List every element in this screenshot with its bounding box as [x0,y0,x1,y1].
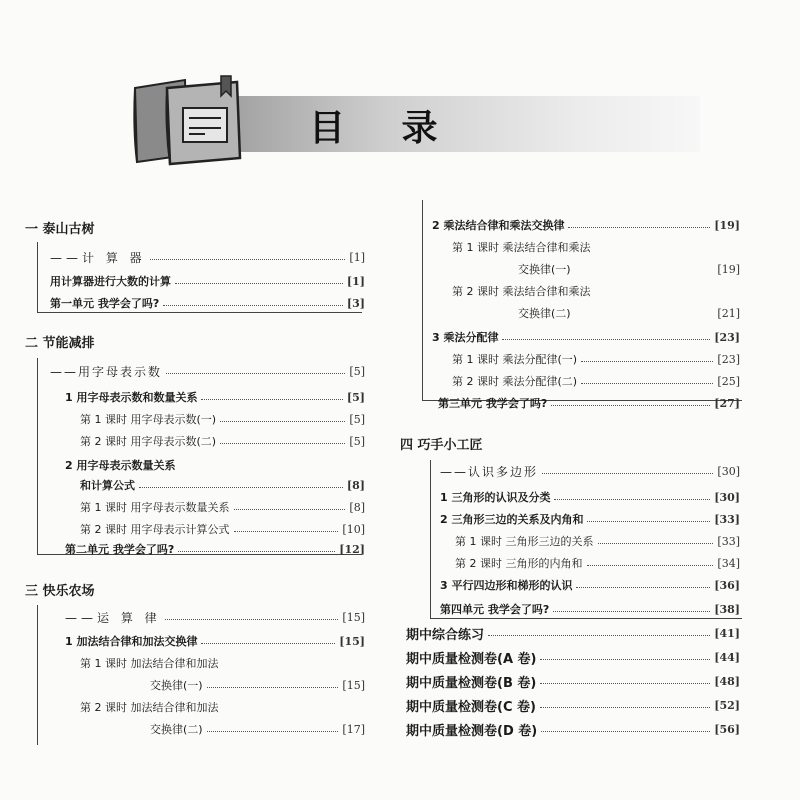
toc-exam[interactable]: 期中质量检测卷(B 卷) [48] [406,674,740,691]
toc-entry[interactable]: ——用字母表示数 [5] [50,364,365,379]
toc-entry[interactable]: 2 用字母表示数量关系 [65,459,176,472]
toc-exam[interactable]: 期中质量检测卷(A 卷) [44] [406,650,740,667]
toc-entry[interactable]: 用计算器进行大数的计算 [1] [50,274,365,288]
toc-entry[interactable]: 2 乘法结合律和乘法交换律 [19] [432,218,740,232]
toc-entry[interactable]: 第 2 课时 加法结合律和加法 [80,701,219,714]
toc-exam[interactable]: 期中质量检测卷(D 卷) [56] [406,722,740,739]
toc-unit-4: 四 巧手小工匠 [400,437,483,453]
toc-unit-1: 一 泰山古树 [25,221,95,237]
toc-entry[interactable]: 第 1 课时 用字母表示数(一) [5] [80,412,365,426]
toc-unit-2: 二 节能减排 [25,335,95,351]
toc-review[interactable]: 第一单元 我学会了吗? [3] [50,296,365,310]
toc-entry[interactable]: 交换律(二) [21] [518,306,740,320]
toc-entry[interactable]: 1 用字母表示数和数量关系 [5] [65,390,365,404]
toc-entry[interactable]: 和计算公式 [8] [80,478,365,492]
toc-entry[interactable]: 第 2 课时 用字母表示数(二) [5] [80,434,365,448]
toc-entry[interactable]: 2 三角形三边的关系及内角和 [33] [440,512,740,526]
toc-entry[interactable]: 1 三角形的认识及分类 [30] [440,490,740,504]
toc-review[interactable]: 第二单元 我学会了吗? [12] [65,542,365,556]
toc-entry[interactable]: 3 平行四边形和梯形的认识 [36] [440,578,740,592]
title-band [220,96,700,152]
toc-entry[interactable]: 交换律(二) [17] [150,722,365,736]
toc-entry[interactable]: 3 乘法分配律 [23] [432,330,740,344]
toc-entry[interactable]: 第 1 课时 乘法结合律和乘法 [452,241,591,254]
toc-entry[interactable]: 第 2 课时 乘法分配律(二) [25] [452,374,740,388]
toc-entry[interactable]: ——计 算 器 [1] [50,250,365,265]
toc-entry[interactable]: 第 1 课时 加法结合律和加法 [80,657,219,670]
toc-entry[interactable]: 第 2 课时 三角形的内角和 [34] [455,556,740,570]
toc-entry[interactable]: ——认识多边形 [30] [440,464,740,479]
header [125,70,725,170]
toc-entry[interactable]: 交换律(一) [19] [518,262,740,276]
books-icon [125,70,255,170]
toc-exam[interactable]: 期中质量检测卷(C 卷) [52] [406,698,740,715]
toc-entry[interactable]: 交换律(一) [15] [150,678,365,692]
toc-entry[interactable]: ——运 算 律 [15] [65,610,365,625]
toc-entry[interactable]: 第 1 课时 用字母表示数量关系 [8] [80,500,365,514]
toc-entry[interactable]: 第 1 课时 三角形三边的关系 [33] [455,534,740,548]
toc-review[interactable]: 第三单元 我学会了吗? [27] [438,396,740,410]
toc-exam[interactable]: 期中综合练习 [41] [406,626,740,643]
toc-entry[interactable]: 1 加法结合律和加法交换律 [15] [65,634,365,648]
toc-review[interactable]: 第四单元 我学会了吗? [38] [440,602,740,616]
toc-entry[interactable]: 第 2 课时 用字母表示计算公式 [10] [80,522,365,536]
toc-unit-3: 三 快乐农场 [25,583,95,599]
page-title: 目 录 [309,108,460,149]
toc-entry[interactable]: 第 1 课时 乘法分配律(一) [23] [452,352,740,366]
toc-entry[interactable]: 第 2 课时 乘法结合律和乘法 [452,285,591,298]
